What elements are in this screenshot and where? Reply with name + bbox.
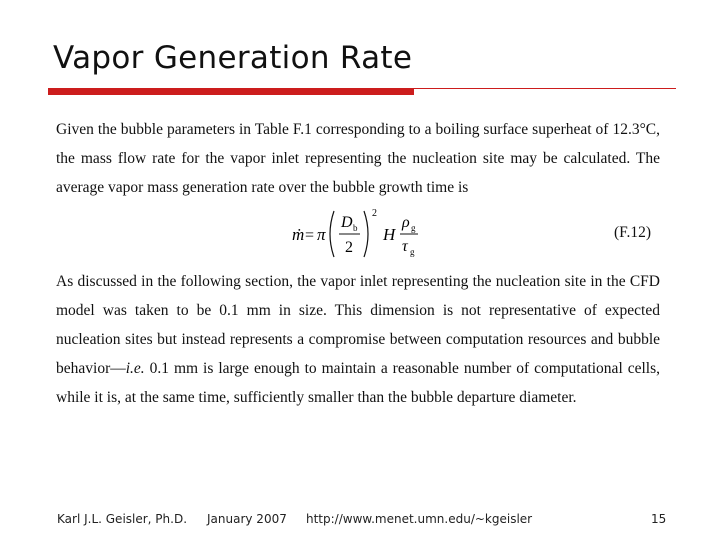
eq-left-paren (330, 211, 334, 257)
paragraph-discussion-part2: 0.1 mm is large enough to maintain a reasonable number of computational cells, while it is, at the same time, sufficiently smaller than the bubble departure diameter. (56, 360, 660, 406)
slide-title: Vapor Generation Rate (53, 40, 413, 76)
footer-page-number: 15 (651, 512, 667, 526)
eq-mdot: ṁ (292, 225, 305, 244)
equation-number: (F.12) (614, 224, 652, 241)
eq-frac2-num: ρ (402, 214, 410, 231)
footer-author: Karl J.L. Geisler, Ph.D. (57, 512, 188, 526)
paragraph-discussion-part1: As discussed in the following section, the vapor inlet representing the nucleation site in the CFD model was taken to be 0.1 mm in size. This dimension is not representative of expected nucleation sites but instead represents a compromise between computation resources and bubble behavior— (56, 273, 660, 377)
eq-frac2-den: τ (402, 238, 408, 255)
equation-f12 (290, 205, 440, 261)
eq-equals: = (305, 227, 315, 244)
eq-frac1-num-sub: b (353, 223, 358, 233)
footer-date: January 2007 (207, 512, 287, 526)
footer-url[interactable]: http://www.menet.umn.edu/~kgeisler (306, 512, 533, 526)
eq-frac1-num: D (341, 214, 353, 231)
paragraph-discussion (56, 267, 660, 412)
paragraph-intro: Given the bubble parameters in Table F.1 corresponding to a boiling surface superheat of 12.3°C, the mass flow rate for the vapor inlet representing the nucleation site may be calculated. The average vapor mass generation rate over the bubble growth time is (56, 121, 660, 196)
title-underline-thin (414, 88, 676, 89)
eq-right-paren (364, 211, 368, 257)
eq-frac2-num-sub: g (411, 223, 416, 233)
eq-frac2-den-sub: g (410, 247, 415, 257)
eq-frac1-den: 2 (345, 239, 353, 256)
eq-pi: π (317, 225, 326, 244)
eq-exponent: 2 (372, 208, 377, 219)
title-underline-thick (48, 88, 414, 95)
eq-h: H (383, 225, 396, 244)
paragraph-discussion-italic: i.e. (125, 360, 145, 377)
